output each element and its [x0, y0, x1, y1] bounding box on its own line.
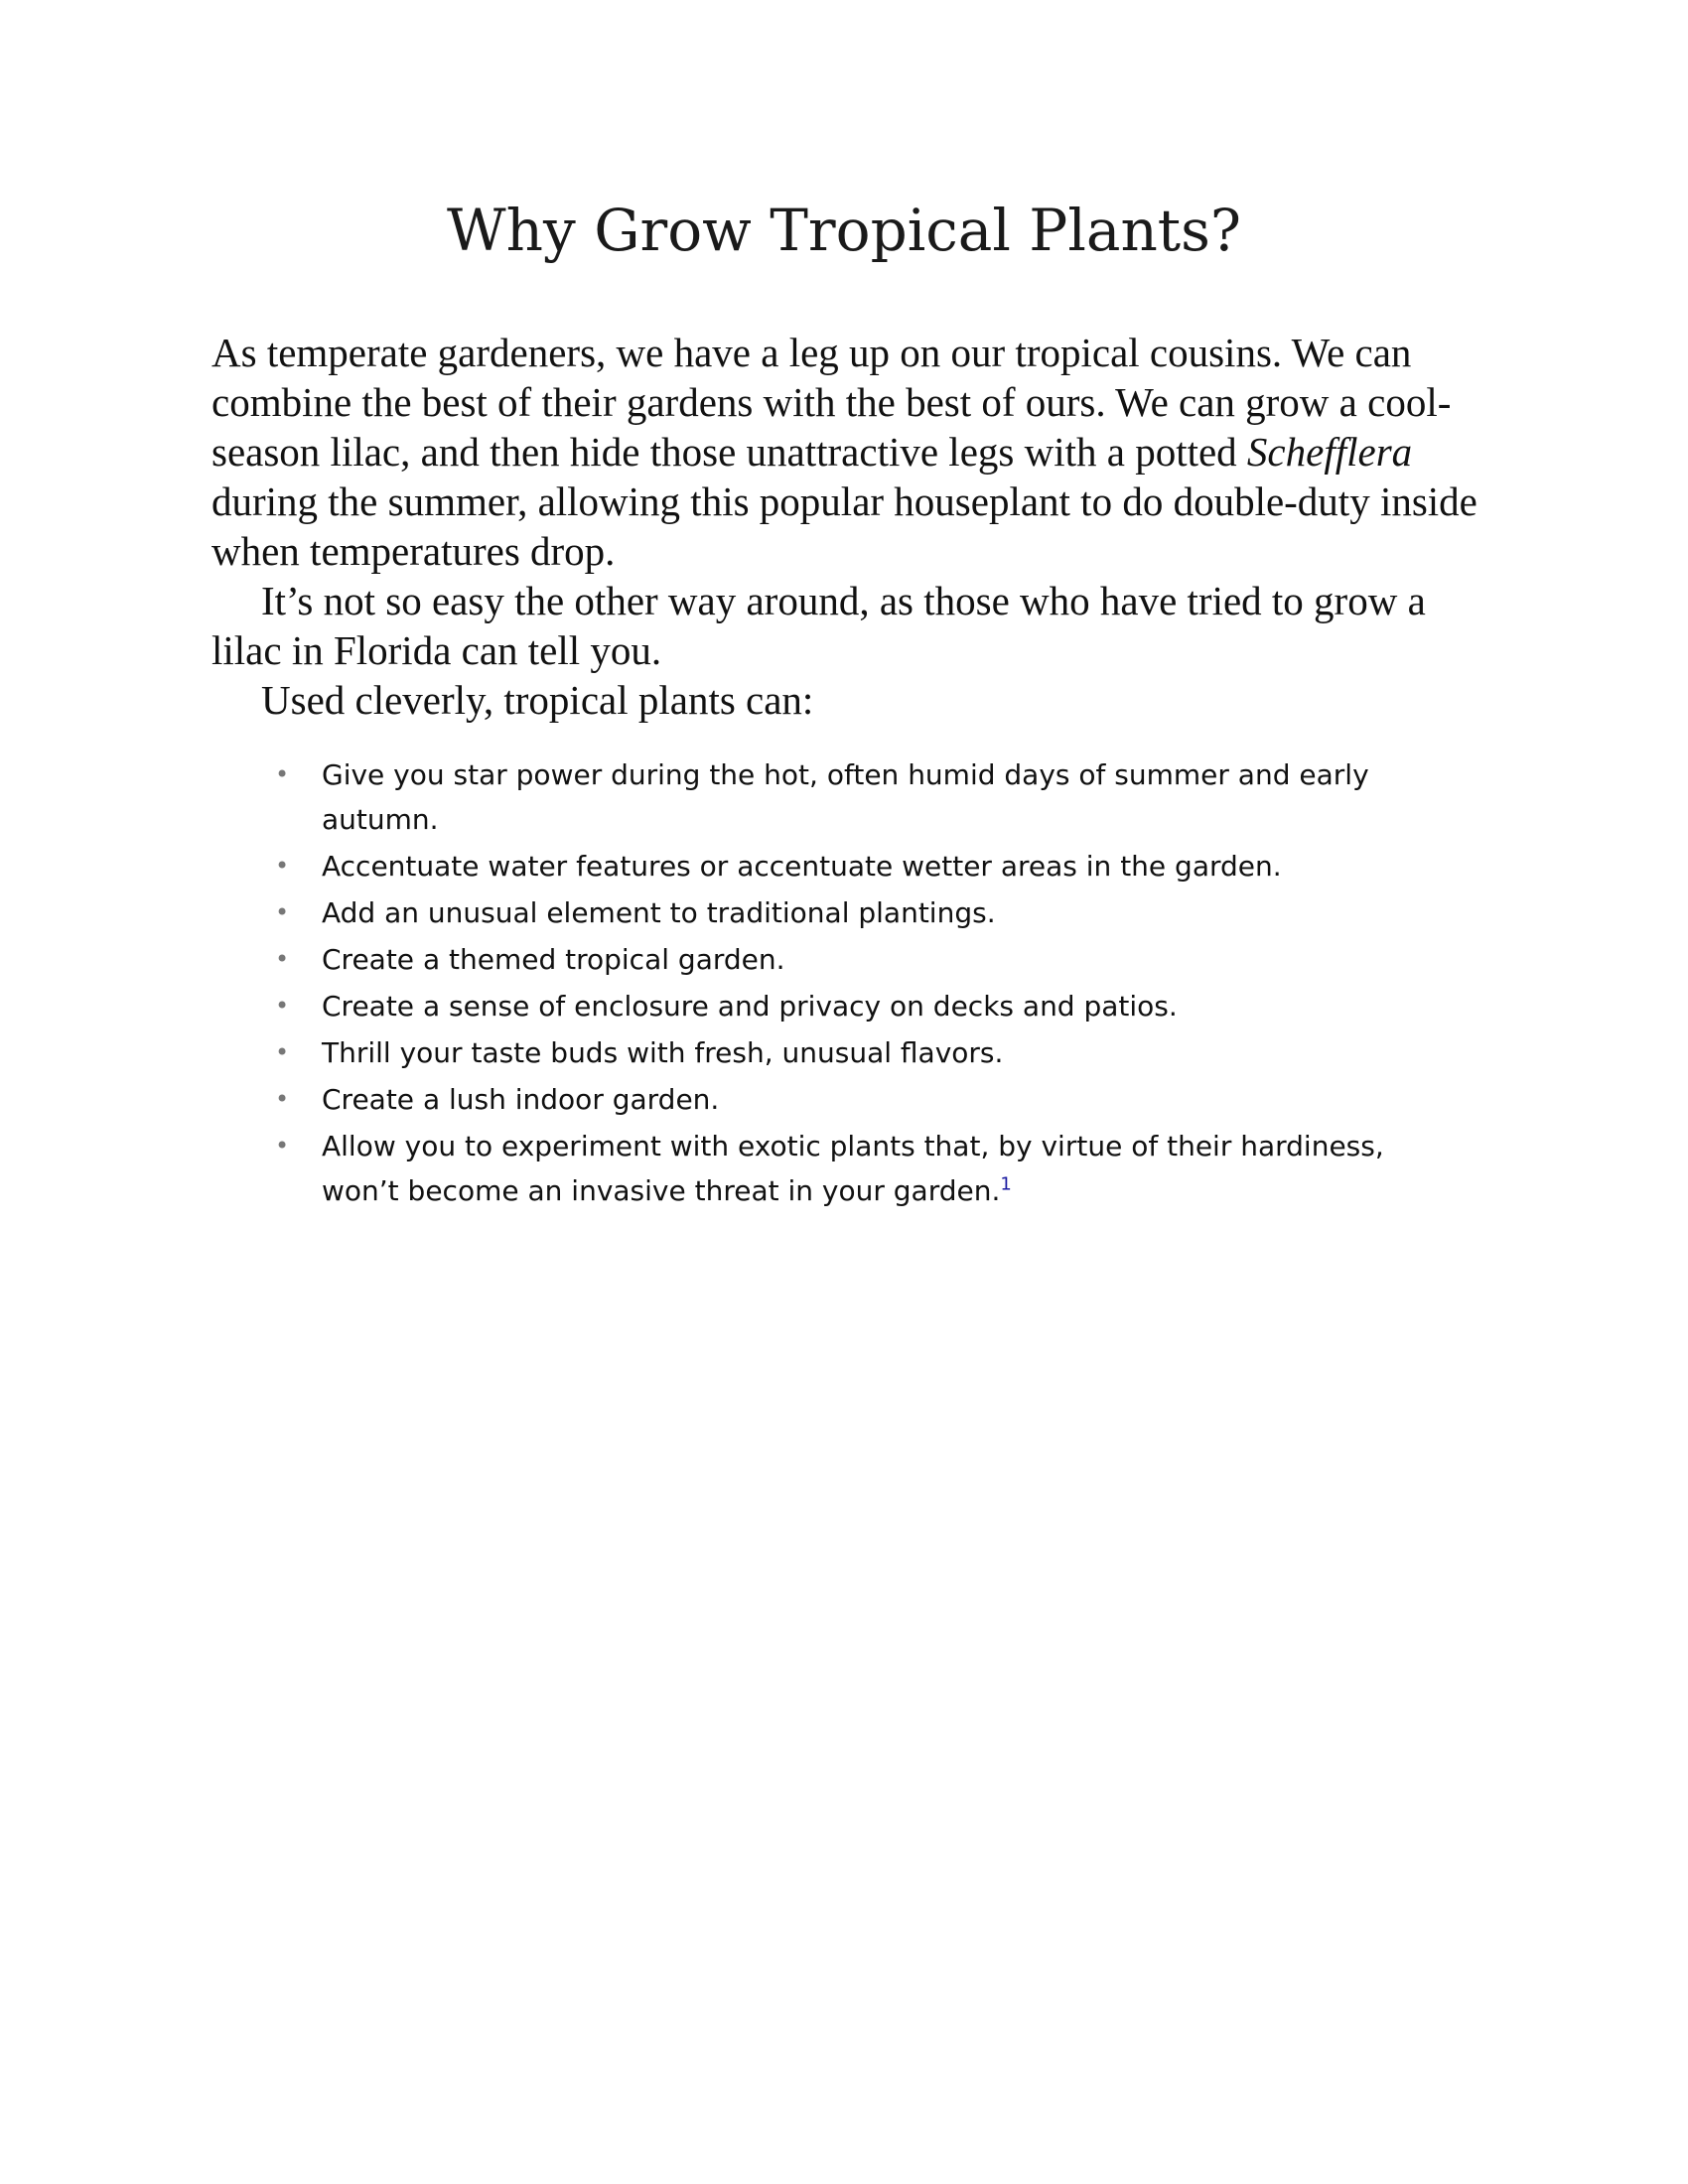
- list-item-text: Create a themed tropical garden.: [322, 943, 785, 976]
- list-item-text: Create a lush indoor garden.: [322, 1083, 720, 1116]
- bullet-icon: •: [275, 992, 290, 1020]
- footnote-link[interactable]: 1: [1000, 1173, 1012, 1195]
- bullet-icon: •: [275, 1132, 290, 1160]
- list-item-text: Create a sense of enclosure and privacy on decks and patios.: [322, 990, 1178, 1023]
- list-item-text: Thrill your taste buds with fresh, unusual flavors.: [322, 1036, 1004, 1069]
- list-item-text: Add an unusual element to traditional plantings.: [322, 896, 996, 929]
- paragraph-intro-start: As temperate gardeners, we have a leg up on our tropical cousins. We can combine the best of their gardens with the best of ours. We can grow a cool-season lilac, and then hide those unattractive legs with a potted: [211, 330, 1452, 475]
- page-title: Why Grow Tropical Plants?: [447, 197, 1241, 264]
- bullet-icon: •: [275, 1085, 290, 1113]
- body-text: [211, 328, 1492, 725]
- list-item: [211, 1030, 1443, 1075]
- list-item: [211, 984, 1443, 1028]
- paragraph-florida: It’s not so easy the other way around, as those who have tried to grow a lilac in Florida can tell you.: [211, 578, 1426, 673]
- list-item-text: Give you star power during the hot, often humid days of summer and early autumn.: [322, 758, 1369, 836]
- bullet-icon: •: [275, 760, 290, 788]
- list-item: [211, 1077, 1443, 1122]
- list-item-text: Allow you to experiment with exotic plants that, by virtue of their hardiness, won’t become an invasive threat in your garden.: [322, 1130, 1384, 1207]
- list-item: [211, 937, 1443, 982]
- bullet-icon: •: [275, 852, 290, 880]
- paragraph-list-intro: Used cleverly, tropical plants can:: [261, 677, 814, 723]
- bullet-icon: •: [275, 898, 290, 926]
- plant-name-italic: Schefflera: [1246, 429, 1413, 475]
- bullet-icon: •: [275, 1038, 290, 1066]
- list-item: [211, 752, 1443, 842]
- list-item: [211, 844, 1443, 888]
- bullet-icon: •: [275, 945, 290, 973]
- list-item: [211, 890, 1443, 935]
- list-item-text: Accentuate water features or accentuate wetter areas in the garden.: [322, 850, 1282, 883]
- paragraph-intro: [211, 328, 1492, 576]
- benefits-list: [211, 752, 1443, 1215]
- list-item: [211, 1124, 1443, 1213]
- paragraph-intro-end: during the summer, allowing this popular houseplant to do double-duty inside when temperatures drop.: [211, 478, 1477, 574]
